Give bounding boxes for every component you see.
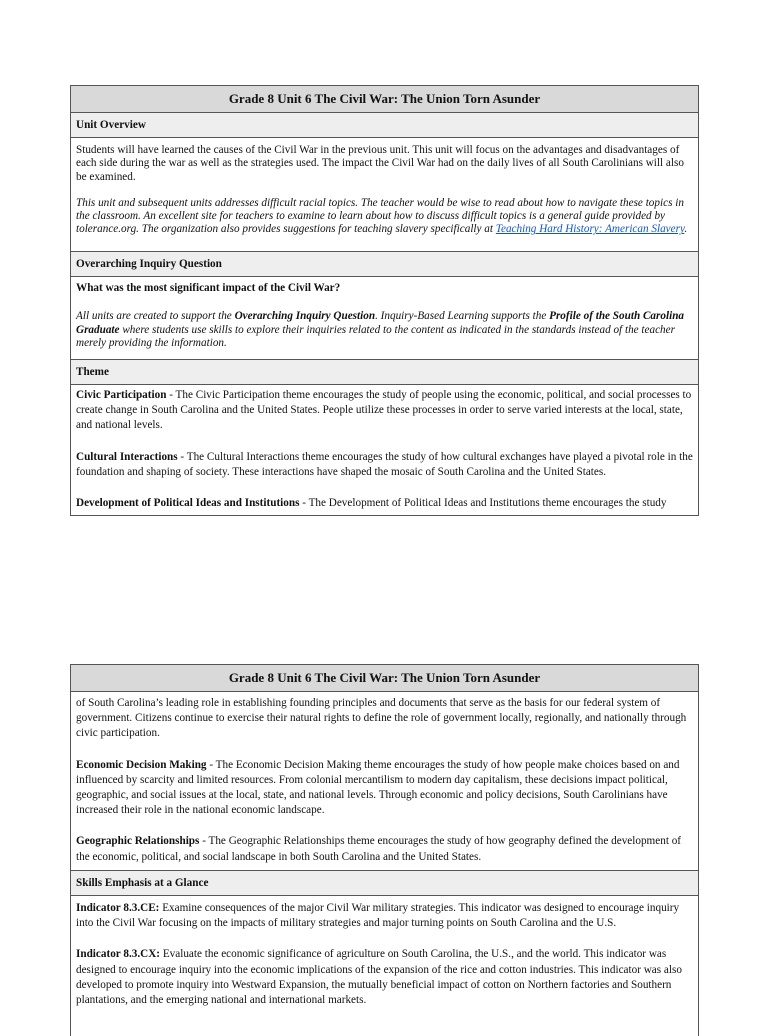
theme-cultural-label: Cultural Interactions	[76, 450, 178, 463]
theme-civic	[76, 388, 693, 434]
unit-overview-note-text: This unit and subsequent units addresses difficult racial topics. The teacher would be wise to read about how to navigate these topics in the classroom. An excellent site for teachers to examine to learn about how to discuss difficult topics is a general guide provided by tolerance.org. The organization also provides suggestions for teaching slavery specifically at	[76, 196, 684, 236]
inquiry-cell	[71, 277, 698, 360]
theme-economic-label: Economic Decision Making	[76, 758, 207, 771]
page-2-title: Grade 8 Unit 6 The Civil War: The Union Torn Asunder	[71, 665, 698, 692]
indicator-cx-text: Evaluate the economic significance of agriculture on South Carolina, the U.S., and the world. This indicator was designed to encourage inquiry into the economic implications of the expansion of the rice and cotton industries. This indicator was also developed to promote inquiry into Westward Expansion, the mutually beneficial impact of cotton on Northern factories and Southern plantations, and the emerging national and international markets.	[76, 948, 682, 1007]
indicator-8-3-cx	[76, 947, 693, 1008]
indicator-8-3-ce	[76, 901, 693, 931]
theme-political	[76, 496, 693, 511]
page-2	[70, 664, 699, 1036]
unit-overview-note	[76, 197, 693, 237]
inquiry-note-a: All units are created to support the	[76, 310, 235, 323]
indicator-ce-text: Examine consequences of the major Civil War military strategies. This indicator was designed to encourage inquiry into the Civil War focusing on the impacts of military strategies and major turning points on South Carolina and the U.S.	[76, 902, 680, 930]
theme-economic-text: - The Economic Decision Making theme encourages the study of how people make choices based on and influenced by scarcity and limited resources. From colonial mercantilism to modern day capitalism, these decisions impact political, geographic, and social issues at the local, state, and national levels. Through economic and policy decisions, South Carolinians have increased their role in the national economic landscape.	[76, 758, 680, 817]
unit-overview-paragraph: Students will have learned the causes of the Civil War in the previous unit. This unit will focus on the advantages and disadvantages of each side during the war as well as the strategies used. The impact the Civil War had on the daily lives of all South Carolinians will also be examined.	[76, 144, 684, 183]
inquiry-note	[76, 310, 693, 350]
theme-cell	[71, 385, 698, 515]
inquiry-note-d: Profile of the South Carolina Graduate	[76, 310, 685, 336]
page-title: Grade 8 Unit 6 The Civil War: The Union Torn Asunder	[71, 86, 698, 113]
theme-civic-text: - The Civic Participation theme encourages the study of people using the economic, political, and social processes to create change in South Carolina and the United States. People utilize these processes in order to serve varied interests at the local, state, and national levels.	[76, 389, 692, 432]
teaching-hard-history-link[interactable]: Teaching Hard History: American Slavery	[495, 223, 685, 236]
inquiry-note-b: Overarching Inquiry Question	[234, 310, 376, 323]
theme-cultural	[76, 450, 693, 480]
unit-overview-header: Unit Overview	[71, 113, 698, 138]
inquiry-note-e: where students use skills to explore their inquiries related to the content as indicated in the standards instead of the teacher merely providing the information.	[76, 323, 675, 349]
indicator-cx-label: Indicator 8.3.CX:	[76, 948, 161, 961]
theme-political-text: - The Development of Political Ideas and Institutions theme encourages the study	[299, 497, 667, 510]
theme-cultural-text: - The Cultural Interactions theme encourages the study of how cultural exchanges have played a pivotal role in the foundation and shaping of society. These interactions have shaped the mosaic of South Carolina and the United States.	[76, 450, 693, 478]
theme-geographic-text: - The Geographic Relationships theme encourages the study of how geography defined the development of the economic, political, and social landscape in both South Carolina and the United States.	[76, 835, 682, 863]
theme-political-continued: of South Carolina’s leading role in establishing founding principles and documents that serve as the basis for our federal system of government. Citizens continue to exercise their natural rights to define the role of government locally, regionally, and nationally through civic participation.	[76, 697, 687, 740]
theme-header: Theme	[71, 360, 698, 385]
unit-overview-note-end: .	[684, 223, 688, 236]
skills-cell	[71, 896, 698, 1036]
inquiry-note-c: . Inquiry-Based Learning supports the	[375, 310, 550, 323]
unit-overview-cell	[71, 138, 698, 252]
theme-continued-cell	[71, 692, 698, 871]
theme-geographic	[76, 834, 693, 864]
theme-economic	[76, 758, 693, 819]
theme-political-label: Development of Political Ideas and Institutions	[76, 497, 300, 510]
indicator-ce-label: Indicator 8.3.CE:	[76, 902, 160, 914]
skills-header: Skills Emphasis at a Glance	[71, 871, 698, 896]
theme-civic-label: Civic Participation	[76, 389, 167, 401]
inquiry-question: What was the most significant impact of the Civil War?	[76, 282, 341, 294]
theme-geographic-label: Geographic Relationships	[76, 835, 200, 848]
inquiry-header: Overarching Inquiry Question	[71, 252, 698, 277]
page-1	[70, 85, 699, 516]
